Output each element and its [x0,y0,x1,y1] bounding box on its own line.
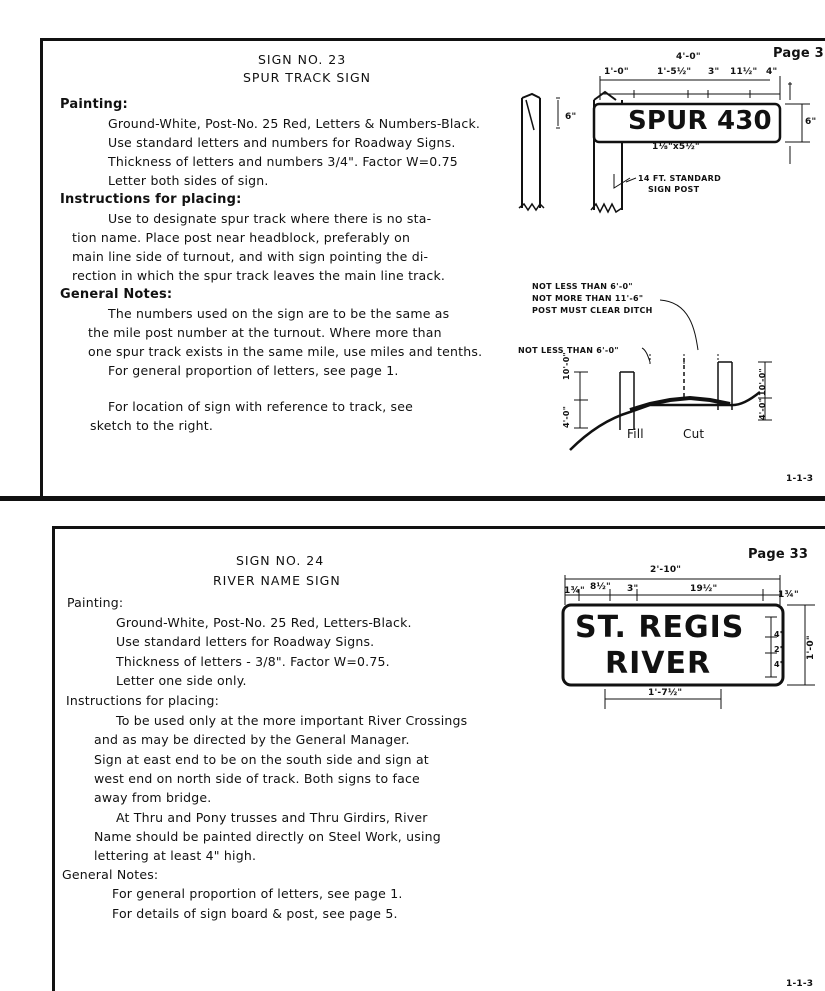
page-1-top-border [40,38,825,41]
page-2-painting-line: Letter one side only. [116,673,247,688]
page-1-notes-line: one spur track exists in the same mile, use miles and tenths. [88,344,483,359]
height-cut: 10'-0" [758,368,767,396]
river-dim-2: 8½" [590,582,611,592]
page-2-instructions-line: west end on north side of track. Both signs to face [94,771,420,786]
page-1-notes-line: the mile post number at the turnout. Where more than [88,325,442,340]
page-2-title: SIGN NO. 24 [236,553,325,568]
page-2-notes-line: For general proportion of letters, see page 1. [112,886,403,901]
page-2-painting-line: Use standard letters for Roadway Signs. [116,634,375,649]
page-2-instructions-line: Name should be painted directly on Steel Work, using [94,829,441,844]
page-1-instructions-line: rection in which the spur track leaves the main line track. [72,268,446,283]
page-2-notes-line: For details of sign board & post, see page 5. [112,906,398,921]
page-1-notes-line: The numbers used on the sign are to be the same as [108,306,450,321]
page-2-painting-heading: Painting: [67,595,124,610]
river-sign-line-1: ST. REGIS [575,610,745,645]
page-1-notes-line: For general proportion of letters, see page 1. [108,363,399,378]
page-2-instructions-line: Sign at east end to be on the south side and sign at [94,752,429,767]
page-1-page-label: Page 3 [773,46,824,61]
spur-dim-1: 1'-0" [604,67,629,77]
river-dim-height: 1'-0" [806,635,816,660]
page-1-painting-line: Ground-White, Post-No. 25 Red, Letters & Numbers-Black. [108,116,481,131]
height-fill-2: 4'-0" [562,405,571,428]
post-label-1: 14 FT. STANDARD [638,174,722,183]
page-2-page-label: Page 33 [748,547,809,562]
river-dim-h2: 2" [774,645,785,654]
page-1-painting-line: Thickness of letters and numbers 3/4". Factor W=0.75 [108,154,458,169]
page-1-instructions-line: tion name. Place post near headblock, preferably on [72,230,411,245]
fill-label: Fill [627,427,644,441]
river-dim-3: 3" [627,584,639,594]
clearance-label-4: NOT LESS THAN 6'-0" [518,346,619,355]
page-2-footer: 1-1-3 [786,979,814,989]
page-1-instructions-line: main line side of turnout, and with sign pointing the di- [72,249,429,264]
cut-label: Cut [683,427,705,441]
spur-sign-text: SPUR 430 [628,106,772,136]
page-2-instructions-heading: Instructions for placing: [66,693,220,708]
spur-dim-total: 4'-0" [676,52,701,62]
page-1-left-border [40,38,43,496]
page-1-title: SIGN NO. 23 [258,52,347,67]
page-1-instructions-heading: Instructions for placing: [60,192,242,207]
page-1-painting-heading: Painting: [60,97,128,112]
page-2-top-border [52,526,825,529]
river-dim-h1: 4" [774,630,785,639]
height-fill: 10'-0" [562,352,571,380]
page-2-subtitle: RIVER NAME SIGN [213,573,341,588]
clearance-label-1: NOT LESS THAN 6'-0" [532,282,633,291]
spur-dim-5: 4" [766,67,778,77]
river-dim-h3: 4" [774,660,785,669]
river-dim-4: 19½" [690,584,718,594]
page-1-footer: 1-1-3 [786,474,814,484]
spur-dim-3: 3" [708,67,720,77]
page-2-instructions-line: To be used only at the more important River Crossings [116,713,468,728]
page-1-location-line: For location of sign with reference to track, see [108,399,414,414]
clearance-label-3: POST MUST CLEAR DITCH [532,306,653,315]
river-dim-5: 1¾" [778,590,799,600]
page-divider [0,496,825,501]
page-2-painting-line: Thickness of letters - 3/8". Factor W=0.75. [116,654,390,669]
post-label-2: SIGN POST [648,185,700,194]
spur-dim-height: 6" [805,117,817,127]
page-1-painting-line: Letter both sides of sign. [108,173,269,188]
spur-dim-bolt: 1⅛"x5½" [652,142,700,152]
page-2-left-border [52,526,55,991]
river-dim-total: 2'-10" [650,565,682,575]
page-2-instructions-line: lettering at least 4" high. [94,848,257,863]
river-sign-line-2: RIVER [605,646,712,681]
river-dim-bottom: 1'-7½" [648,688,683,698]
page-1-location-line: sketch to the right. [90,418,214,433]
clearance-label-2: NOT MORE THAN 11'-6" [532,294,644,303]
spur-dim-left: 6" [565,112,577,122]
spur-dim-4: 11½" [730,67,758,77]
page-1-instructions-line: Use to designate spur track where there is no sta- [108,211,432,226]
page-2-instructions-line: and as may be directed by the General Manager. [94,732,410,747]
page-2-instructions-line: away from bridge. [94,790,212,805]
page-2-painting-line: Ground-White, Post-No. 25 Red, Letters-Black. [116,615,412,630]
spur-dim-2: 1'-5½" [657,67,692,77]
page-1-notes-heading: General Notes: [60,287,173,302]
river-dim-1: 1¾" [564,586,585,596]
page-2-instructions-line: At Thru and Pony trusses and Thru Girdirs, River [116,810,428,825]
height-cut-2: 4'-0" [758,397,767,420]
page-1-painting-line: Use standard letters and numbers for Roadway Signs. [108,135,456,150]
page-1-subtitle: SPUR TRACK SIGN [243,70,371,85]
page-2-notes-heading: General Notes: [62,867,159,882]
